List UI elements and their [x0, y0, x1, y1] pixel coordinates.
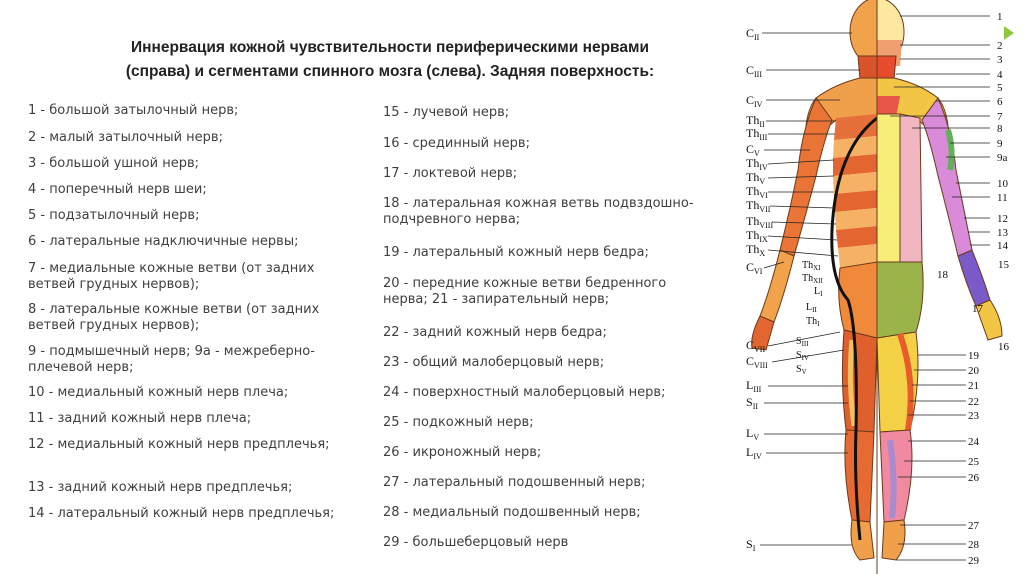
foot-segment: [851, 520, 874, 560]
buttock-segment: [839, 262, 877, 338]
legend-item: 25 - подкожный нерв;: [383, 415, 534, 430]
segment-label: $Th_{IV}$: [746, 156, 768, 172]
nerve-number: 20: [968, 365, 979, 377]
nerve-number: 29: [968, 555, 979, 567]
legend-item: 5 - подзатылочный нерв;: [28, 208, 200, 223]
nerve-number: 25: [968, 456, 979, 468]
nerve-number: 23: [968, 410, 979, 422]
segment-label: $C_{III}$: [746, 63, 763, 79]
segment-label: $C_{VII}$: [746, 338, 766, 354]
segment-label: $Th_X$: [746, 242, 766, 258]
nerve-number: 10: [997, 178, 1008, 190]
upper-arm-nerve-area: [922, 98, 972, 256]
nerve-number: 2: [997, 40, 1003, 52]
calf-segment: [845, 430, 874, 522]
nerve-number: 21: [968, 380, 979, 392]
legend-item: 26 - икроножный нерв;: [383, 445, 542, 460]
inner-label: $S_{IV}$: [796, 350, 809, 362]
nerve-number: 19: [968, 350, 979, 362]
forearm-nerve-area: [958, 250, 990, 306]
nerve-number: 9а: [997, 152, 1008, 164]
legend-item: 9 - подмышечный нерв; 9а - межреберно-плечевой нерв;: [28, 344, 315, 375]
inner-segment-labels: [796, 260, 823, 376]
medial-cutaneous-area: [877, 114, 900, 262]
nerve-number: 12: [997, 213, 1008, 225]
legend-item: 3 - большой ушной нерв;: [28, 156, 200, 171]
legend-item: 8 - латеральные кожные ветви (от задних ветвей грудных нервов);: [28, 302, 320, 333]
nerve-number: 3: [997, 54, 1003, 66]
nerve-number: 8: [997, 123, 1003, 135]
nerve-number: 15: [998, 259, 1009, 271]
legend-item: 19 - латеральный кожный нерв бедра;: [383, 245, 649, 260]
buttock-nerve-area: [877, 262, 923, 338]
segment-label: $S_{II}$: [746, 395, 759, 411]
segment-label: $S_I$: [746, 537, 756, 553]
nerve-number: 16: [998, 341, 1009, 353]
legend-item: 20 - передние кожные ветви бедренного нерва; 21 - запирательный нерв;: [383, 276, 667, 307]
legend-item: 18 - латеральная кожная ветвь подвздошно-подчревного нерва;: [383, 196, 694, 227]
nerve-number: 27: [968, 520, 979, 532]
segment-label: $Th_{VIII}$: [746, 214, 774, 230]
legend-item: 1 - большой затылочный нерв;: [28, 103, 239, 118]
inner-label: $L_{II}$: [806, 302, 817, 314]
lateral-cutaneous-area: [900, 114, 922, 262]
segment-label: $C_V$: [746, 142, 760, 158]
segment-label: $C_{IV}$: [746, 93, 763, 109]
inner-label: $S_V$: [796, 364, 807, 376]
nerve-number: 17: [972, 303, 983, 315]
segment-label: $Th_{VII}$: [746, 198, 771, 214]
trunk-band: [834, 114, 877, 140]
nerve-number: 9: [997, 138, 1003, 150]
slide-title: [70, 36, 710, 84]
legend-item: 23 - общий малоберцовый нерв;: [383, 355, 605, 370]
sural-stripe: [890, 440, 894, 518]
legend-item: 13 - задний кожный нерв предплечья;: [28, 480, 293, 495]
segment-label: $Th_{II}$: [746, 113, 765, 129]
nerve-number: 4: [997, 69, 1003, 81]
nerve-number: 6: [997, 96, 1003, 108]
segment-label: $L_V$: [746, 426, 760, 442]
legend-item: 7 - медиальные кожные ветви (от задних ветвей грудных нервов);: [28, 261, 315, 292]
legend-item: 6 - латеральные надключичные нервы;: [28, 234, 299, 249]
legend-item: 12 - медиальный кожный нерв предплечья;: [28, 437, 330, 452]
segment-label: $C_{II}$: [746, 26, 760, 42]
legend-item: 29 - большеберцовый нерв: [383, 535, 569, 550]
inner-label: $Th_{XII}$: [802, 273, 823, 285]
segment-label: $Th_V$: [746, 170, 766, 186]
legend-item: 2 - малый затылочный нерв;: [28, 130, 223, 145]
legend-item: 22 - задний кожный нерв бедра;: [383, 325, 607, 340]
inner-label: $Th_I$: [806, 316, 820, 328]
legend-item: 28 - медиальный подошвенный нерв;: [383, 505, 641, 520]
segment-label: $Th_{III}$: [746, 126, 768, 142]
nerve-number: 18: [937, 269, 948, 281]
legend-item: 11 - задний кожный нерв плеча;: [28, 411, 252, 426]
segment-label: $L_{III}$: [746, 378, 762, 394]
segment-label: $C_{VI}$: [746, 260, 763, 276]
legend-item: 17 - локтевой нерв;: [383, 166, 518, 181]
legend-item: 10 - медиальный кожный нерв плеча;: [28, 385, 289, 400]
nerve-number: 14: [997, 240, 1008, 252]
nerve-number: 26: [968, 472, 979, 484]
legend-item: 4 - поперечный нерв шеи;: [28, 182, 207, 197]
segment-label: $Th_{VI}$: [746, 184, 768, 200]
legend-item: 24 - поверхностный малоберцовый нерв;: [383, 385, 666, 400]
nerve-number: 28: [968, 539, 979, 551]
legend-item: 15 - лучевой нерв;: [383, 105, 510, 120]
axillary-stripe: [948, 130, 952, 170]
inner-label: $S_{III}$: [796, 336, 809, 348]
forearm-segment: [760, 250, 794, 322]
legend-item: 16 - срединный нерв;: [383, 136, 530, 151]
nerve-number: 22: [968, 396, 979, 408]
nerve-number: 1: [997, 11, 1003, 23]
title-line-1: Иннервация кожной чувствительности периферическими нервами: [130, 39, 650, 56]
nerve-number: 13: [997, 227, 1008, 239]
segment-label: $Th_{IX}$: [746, 228, 768, 244]
nerve-number: 11: [997, 192, 1008, 204]
legend-item: 14 - латеральный кожный нерв предплечья;: [28, 506, 335, 521]
nerve-number: 24: [968, 436, 979, 448]
body-innervation-diagram: [740, 0, 1024, 574]
legend-item: 27 - латеральный подошвенный нерв;: [383, 475, 646, 490]
title-line-2: (справа) и сегментами спинного мозга (слева). Задняя поверхность:: [125, 63, 655, 80]
foot-nerve-area: [882, 520, 905, 560]
inner-label: $Th_{XI}$: [802, 260, 821, 272]
segment-label: $C_{VIII}$: [746, 354, 768, 370]
segment-label: $L_{IV}$: [746, 445, 762, 461]
thigh-segment: [842, 330, 877, 432]
nerve-number: 5: [997, 82, 1003, 94]
inner-label: $L_I$: [814, 286, 823, 298]
nerve-number: 7: [997, 111, 1003, 123]
